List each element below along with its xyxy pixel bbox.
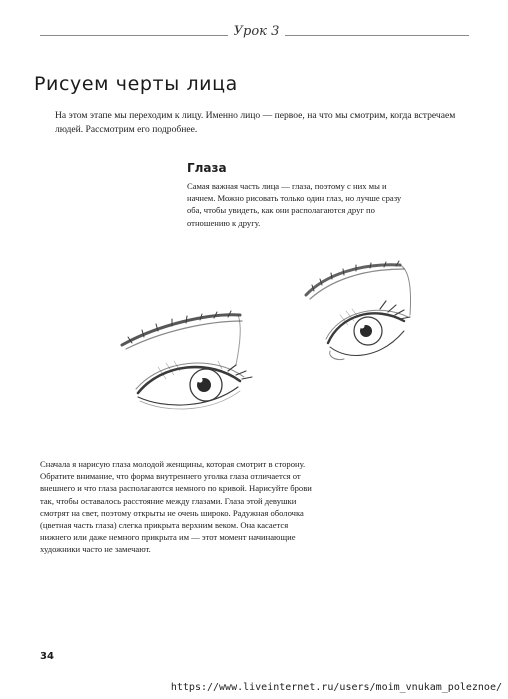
section-paragraph: Самая важная часть лица — глаза, поэтому с них мы и начнем. Можно рисовать только один глаз, но лучше сразу оба, чтобы увидеть, как они располагаются друг по отношению к другу.	[187, 181, 402, 228]
page-number: 34	[40, 651, 54, 662]
body-paragraph: Сначала я нарисую глаза молодой женщины, которая смотрит в сторону. Обратите внимание, что форма внутреннего уголка глаза отличается от внешнего и что глаза располагаются немного по кривой. Нарисуйте брови так, чтобы оставалось расстояние между глазами. Глаза этой девушки смотрят на свет, поэтому открыты не очень широко. Радужная оболочка (цветная часть глаза) слегка прикрыта верхним веком. Она касается нижнего или даже немного прикрыта им — этот момент начинающие художники часто не замечают.	[40, 459, 312, 555]
left-eye-sketch	[118, 305, 283, 420]
header-rule-left	[40, 35, 228, 36]
lesson-header: Урок 3	[233, 24, 280, 39]
source-url[interactable]: https://www.liveinternet.ru/users/moim_vnukam_poleznoe/	[170, 682, 502, 693]
header-rule-right	[285, 35, 469, 36]
section-heading: Глаза	[187, 161, 227, 175]
intro-paragraph: На этом этапе мы переходим к лицу. Именно лицо — первое, на что мы смотрим, когда встречаем людей. Рассмотрим его подробнее.	[55, 110, 456, 135]
right-eye-sketch	[300, 255, 418, 370]
page-title: Рисуем черты лица	[34, 73, 238, 95]
